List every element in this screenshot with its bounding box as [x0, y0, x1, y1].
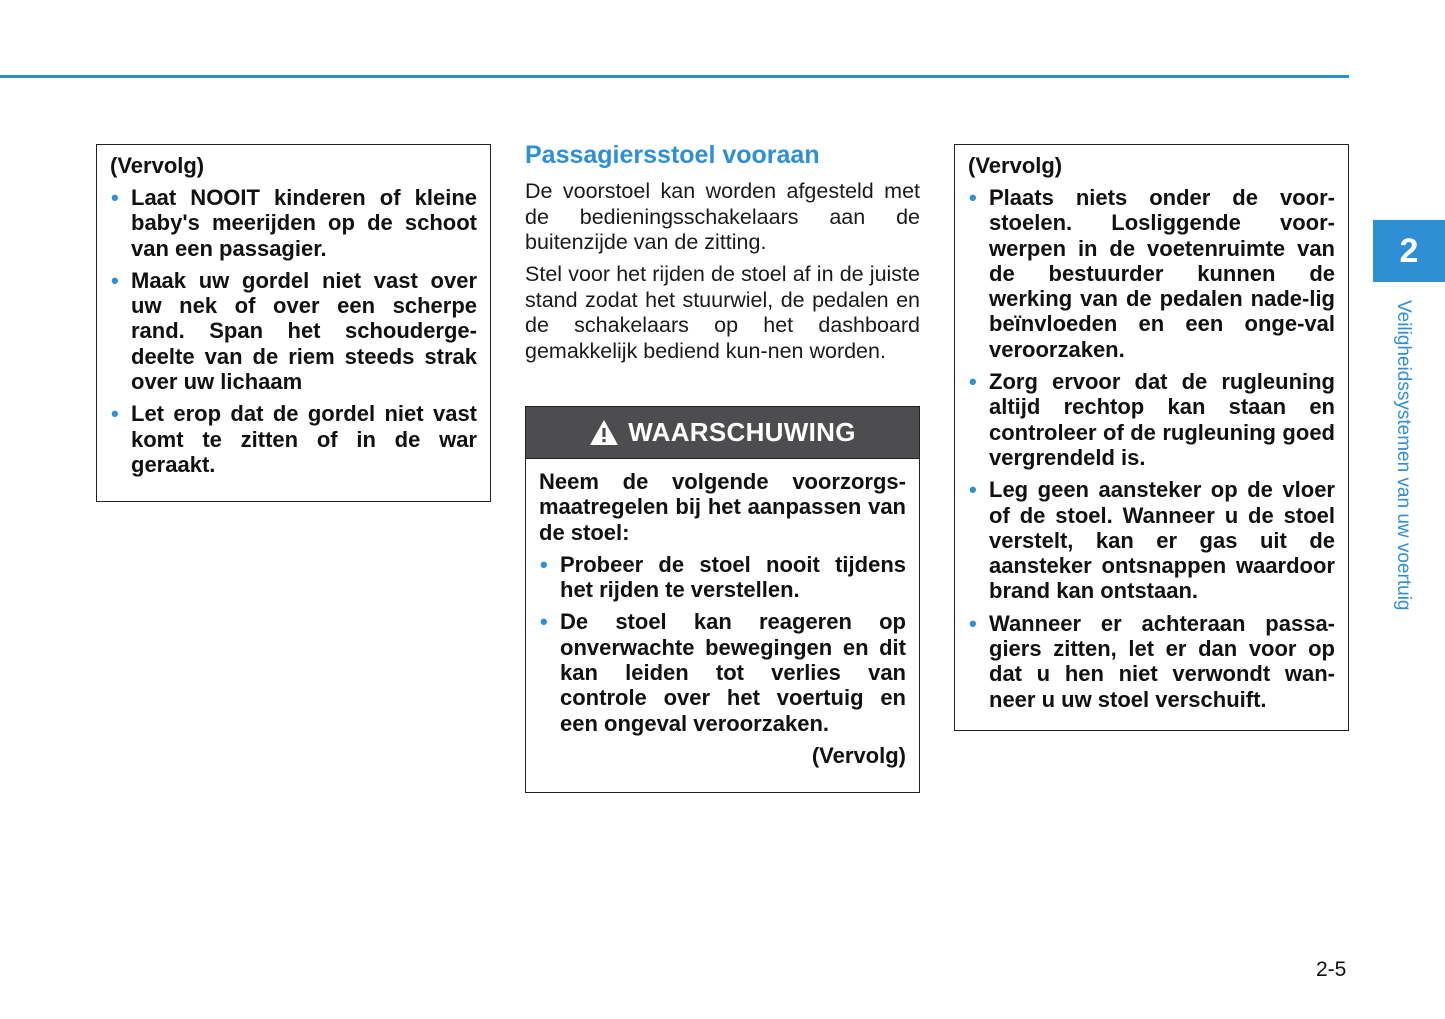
- list-item: • Laat NOOIT kinderen of kleine baby's meerijden op de schoot van een passagier.: [110, 185, 477, 261]
- list-item: • De stoel kan reageren op onverwachte bewegingen en dit kan leiden tot verlies van controle over het voertuig en een ongeval veroorzaken.: [539, 609, 906, 735]
- chapter-title: Veiligheidssystemen van uw voertuig: [1393, 300, 1414, 611]
- bullet-list: [539, 552, 906, 736]
- header-rule: [0, 75, 1349, 78]
- chapter-tab: 2: [1373, 220, 1445, 282]
- continued-label: (Vervolg): [811, 742, 906, 768]
- warning-label: WAARSCHUWING: [628, 417, 856, 447]
- continued-label: (Vervolg): [968, 153, 1063, 178]
- list-item: • Plaats niets onder de voor-stoelen. Losliggende voor-werpen in de voetenruimte van de bestuurder kunnen de werking van de pedalen nade-lig beïnvloeden en een onge-val veroorzaken.: [968, 185, 1335, 362]
- continued-label: (Vervolg): [110, 153, 205, 178]
- left-continued-box: [96, 144, 491, 502]
- list-item: • Probeer de stoel nooit tijdens het rijden te verstellen.: [539, 552, 906, 603]
- body-paragraph: De voorstoel kan worden afgesteld met de bedieningsschakelaars aan de buitenzijde van de zitting.: [525, 179, 920, 254]
- warning-intro: Neem de volgende voorzorgs-maatregelen bij het aanpassen van de stoel:: [539, 469, 906, 545]
- body-paragraph: Stel voor het rijden de stoel af in de juiste stand zodat het stuurwiel, de pedalen en de schakelaars op het dashboard gemakkelijk bediend kun-nen worden.: [525, 262, 920, 363]
- list-item: • Leg geen aansteker op de vloer of de stoel. Wanneer u de stoel verstelt, kan er gas uit de aansteker ontsnappen waardoor brand kan ontstaan.: [968, 477, 1335, 603]
- warning-header: [526, 407, 919, 459]
- warning-triangle-icon: [589, 419, 619, 446]
- list-item: • Let erop dat de gordel niet vast komt te zitten of in de war geraakt.: [110, 401, 477, 477]
- bullet-list: [968, 185, 1335, 712]
- section-title: Passagiersstoel vooraan: [525, 141, 820, 169]
- list-item: • Wanneer er achteraan passa-giers zitten, let er dan voor op dat u hen niet verwondt wan-neer u uw stoel verschuift.: [968, 611, 1335, 712]
- right-continued-box: [954, 144, 1349, 731]
- bullet-list: [110, 185, 477, 477]
- warning-box: [525, 406, 920, 793]
- list-item: • Maak uw gordel niet vast over uw nek of over een scherpe rand. Span het schouderge-deelte van de riem steeds strak over uw lichaam: [110, 268, 477, 394]
- page-number: 2-5: [1316, 958, 1347, 981]
- list-item: • Zorg ervoor dat de rugleuning altijd rechtop kan staan en controleer of de rugleuning goed vergrendeld is.: [968, 369, 1335, 470]
